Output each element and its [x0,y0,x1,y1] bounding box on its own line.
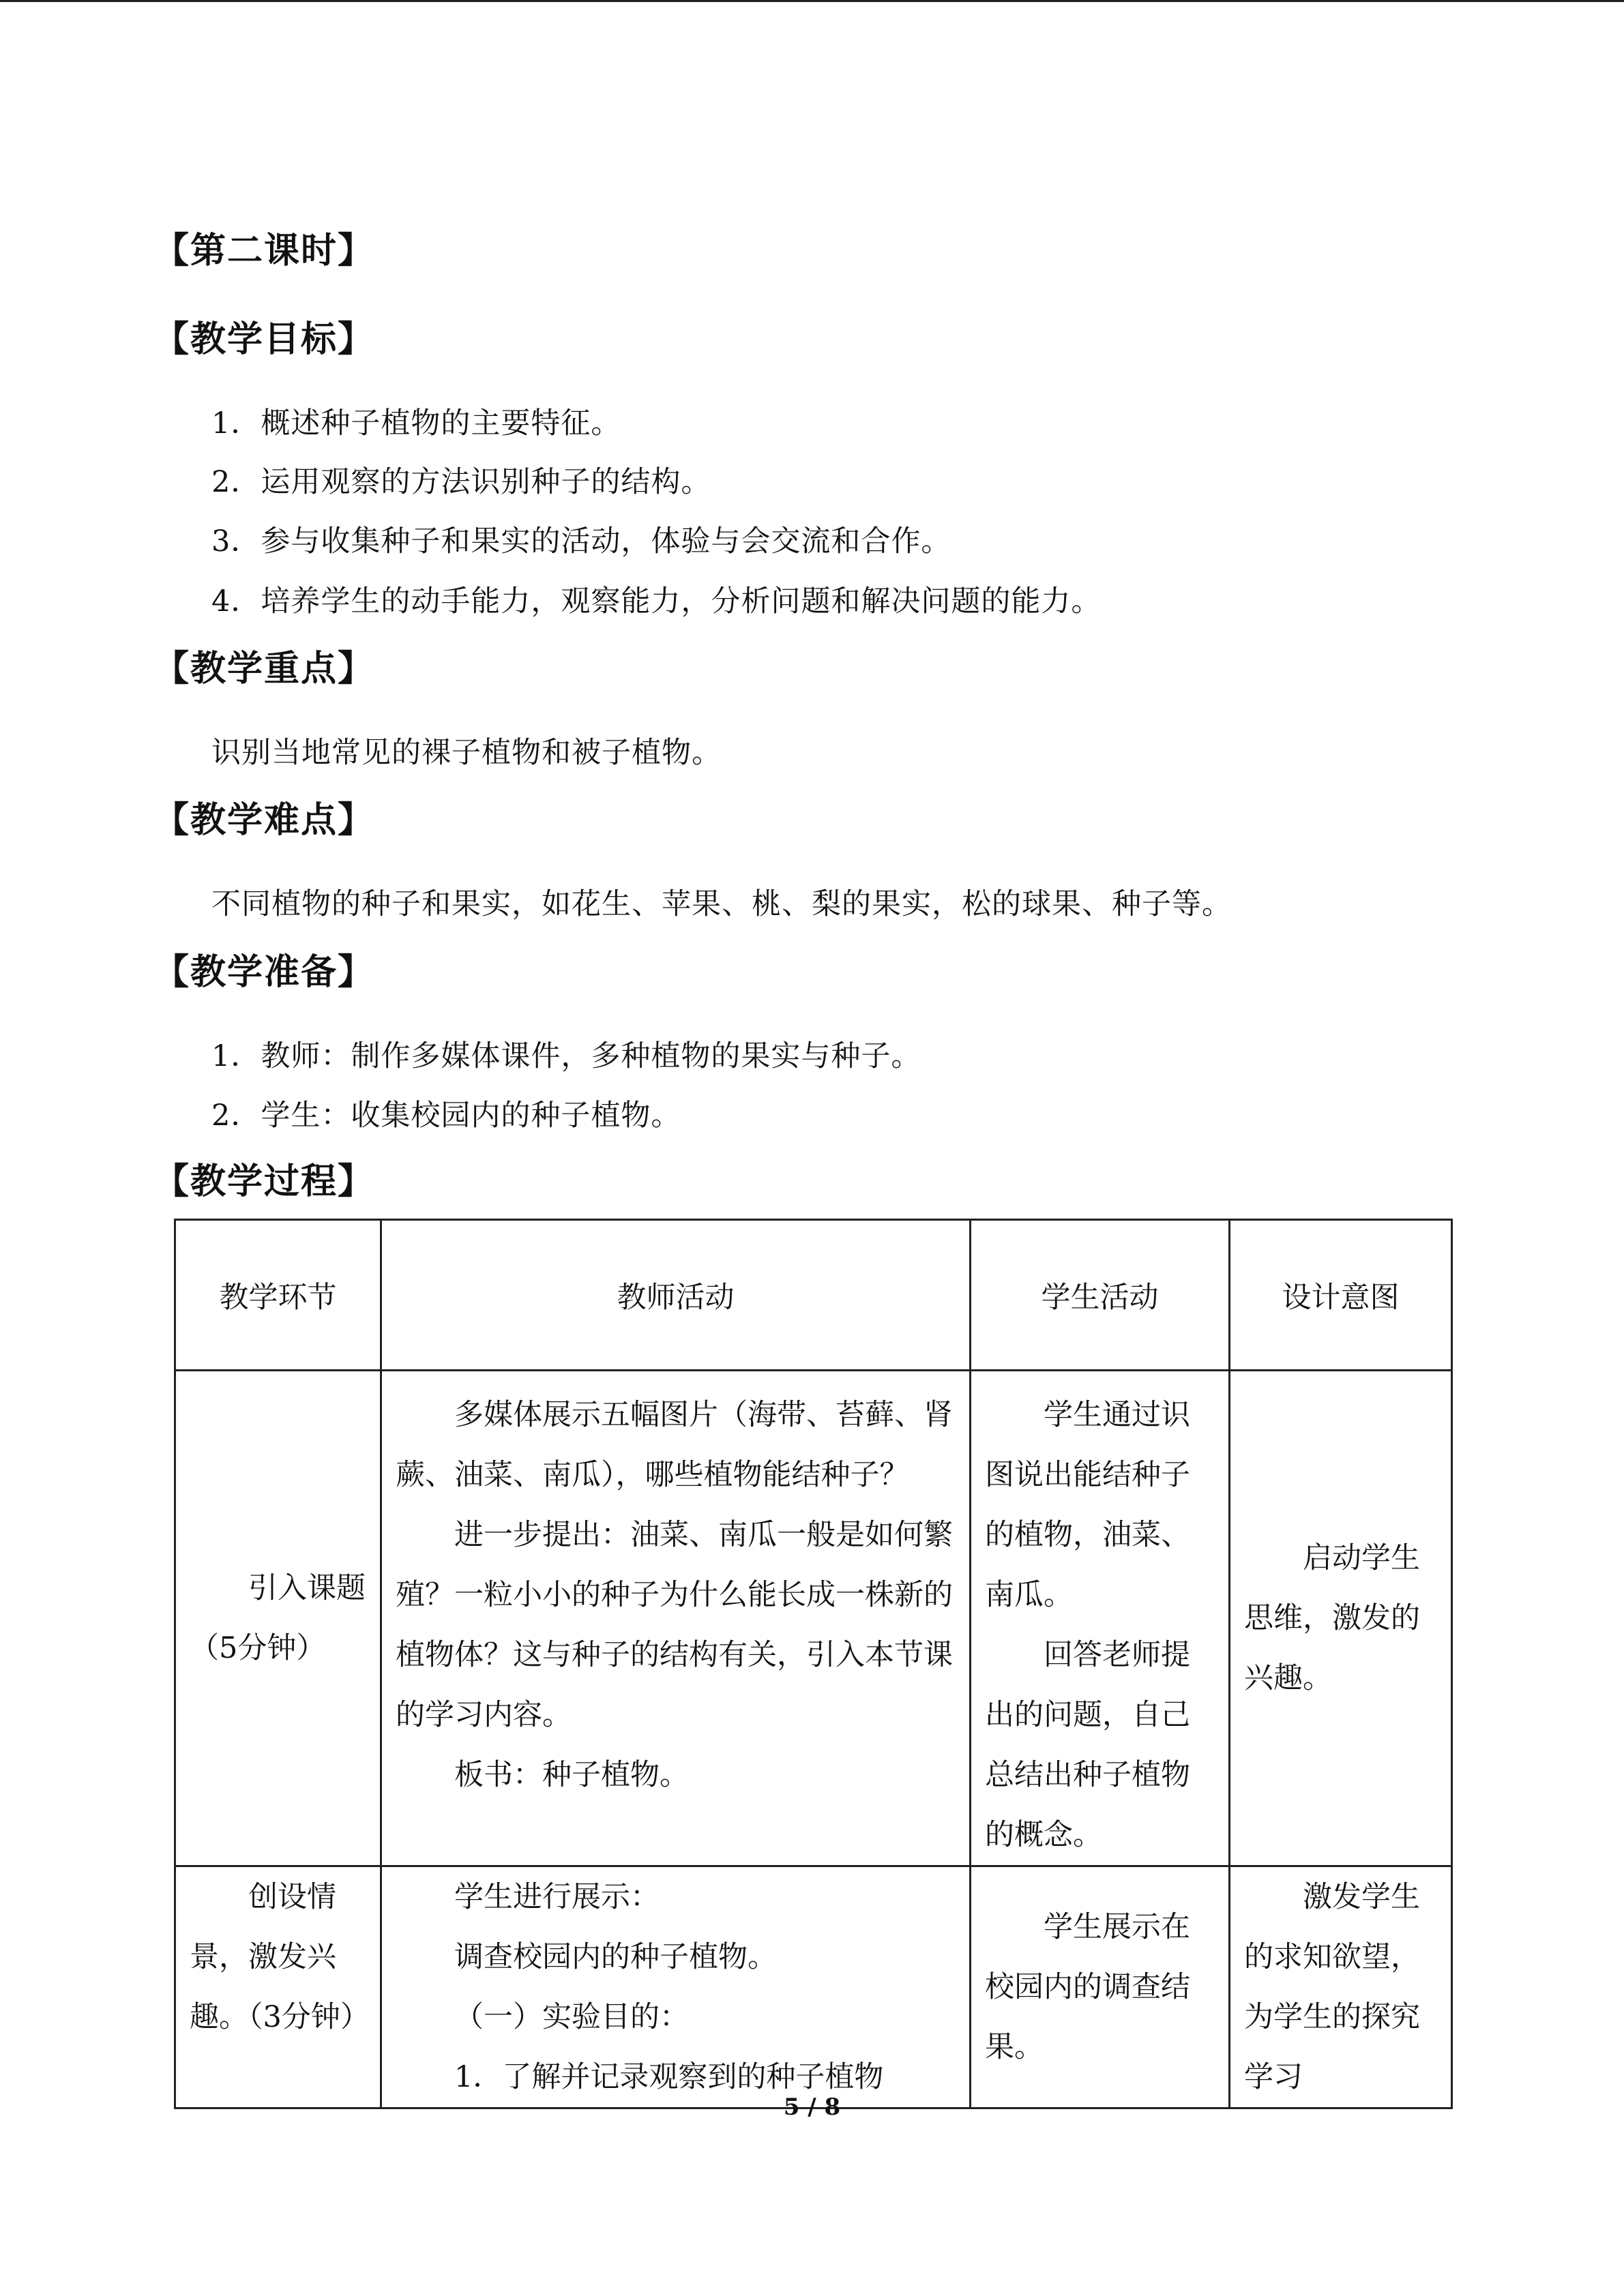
stage-cell [175,1371,381,1866]
header-student-activity: 学生活动 [971,1220,1230,1371]
teacher-paragraph: 调查校园内的种子植物。 [454,1940,777,1974]
heading-difficulties: 【教学难点】 [153,800,375,841]
header-design-intent: 设计意图 [1230,1220,1452,1371]
teacher-paragraph: （一）实验目的： [454,2000,689,2034]
objective-item-1: 1．概述种子植物的主要特征。 [211,406,621,441]
stage-text: 创设情景，激发兴趣。（3分钟） [190,1880,370,2034]
table-row [175,1371,1452,1866]
header-stage: 教学环节 [175,1220,381,1371]
teacher-paragraph: 1．了解并记录观察到的种子植物 [454,2060,884,2094]
student-paragraph: 学生展示在校园内的调查结果。 [985,1910,1190,2064]
key-point-text: 识别当地常见的裸子植物和被子植物。 [211,736,722,770]
intent-text: 激发学生的求知欲望，为学生的探究学习 [1244,1880,1420,2094]
student-paragraph: 回答老师提出的问题，自己总结出种子植物的概念。 [985,1638,1190,1852]
header-teacher-activity: 教师活动 [381,1220,971,1371]
heading-preparation: 【教学准备】 [153,952,375,993]
heading-lesson: 【第二课时】 [153,230,375,271]
student-activity-cell [971,1866,1230,2108]
preparation-item-2: 2．学生：收集校园内的种子植物。 [211,1099,681,1133]
top-border [0,0,1624,2]
design-intent-cell [1230,1371,1452,1866]
teacher-paragraph: 多媒体展示五幅图片（海带、苔藓、肾蕨、油菜、南瓜），哪些植物能结种子？ [396,1398,953,1492]
stage-cell [175,1866,381,2108]
table-header-row [175,1220,1452,1371]
heading-key-points: 【教学重点】 [153,648,375,689]
design-intent-cell [1230,1866,1452,2108]
teacher-paragraph: 板书：种子植物。 [454,1758,689,1792]
difficulty-text: 不同植物的种子和果实，如花生、苹果、桃、梨的果实，松的球果、种子等。 [211,887,1232,921]
heading-objectives: 【教学目标】 [153,319,375,360]
teacher-activity-cell [381,1866,971,2108]
objective-item-4: 4．培养学生的动手能力，观察能力，分析问题和解决问题的能力。 [211,584,1102,618]
teacher-paragraph: 进一步提出：油菜、南瓜一般是如何繁殖？一粒小小的种子为什么能长成一株新的植物体？这与种子的结构有关，引入本节课的学习内容。 [396,1518,953,1732]
objective-item-2: 2．运用观察的方法识别种子的结构。 [211,465,711,499]
student-activity-cell [971,1371,1230,1866]
stage-text: 引入课题（5分钟） [190,1571,366,1665]
heading-process: 【教学过程】 [153,1161,375,1202]
preparation-item-1: 1．教师：制作多媒体课件，多种植物的果实与种子。 [211,1039,921,1073]
intent-text: 启动学生思维，激发的兴趣。 [1244,1541,1420,1695]
teacher-paragraph: 学生进行展示： [454,1880,660,1914]
page-number: 5 / 8 [783,2093,841,2121]
table-row [175,1866,1452,2108]
teacher-activity-cell [381,1371,971,1866]
student-paragraph: 学生通过识图说出能结种子的植物，油菜、南瓜。 [985,1398,1190,1612]
objective-item-3: 3．参与收集种子和果实的活动，体验与会交流和合作。 [211,524,951,558]
teaching-process-table [174,1219,1453,2109]
